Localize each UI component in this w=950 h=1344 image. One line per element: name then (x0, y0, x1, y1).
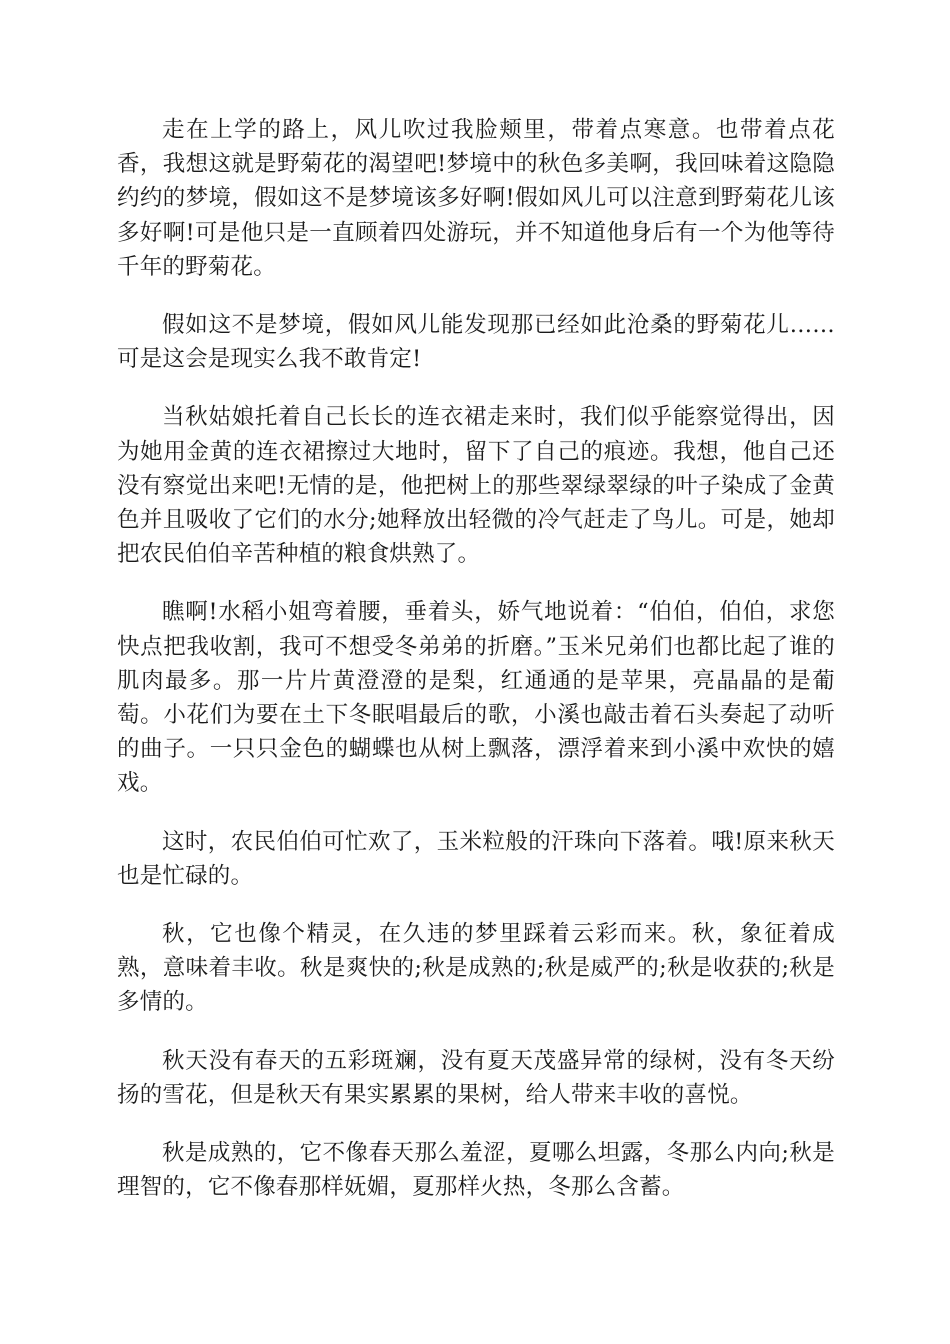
document-page (117, 113, 835, 1228)
paragraph-5: 这时，农民伯伯可忙欢了，玉米粒般的汗珠向下落着。哦!原来秋天也是忙碌的。 (117, 828, 835, 889)
paragraph-7: 秋天没有春天的五彩斑斓，没有夏天茂盛异常的绿树，没有冬天纷扬的雪花，但是秋天有果实累累的果树，给人带来丰收的喜悦。 (117, 1047, 835, 1108)
paragraph-2: 假如这不是梦境，假如风儿能发现那已经如此沧桑的野菊花儿……可是这会是现实么我不敢肯定! (117, 312, 835, 373)
paragraph-1: 走在上学的路上，风儿吹过我脸颊里，带着点寒意。也带着点花香，我想这就是野菊花的渴望吧!梦境中的秋色多美啊，我回味着这隐隐约约的梦境，假如这不是梦境该多好啊!假如风儿可以注意到野菊花儿该多好啊!可是他只是一直顾着四处游玩，并不知道他身后有一个为他等待千年的野菊花。 (117, 117, 835, 280)
paragraph-4: 瞧啊!水稻小姐弯着腰，垂着头，娇气地说着：“伯伯，伯伯，求您快点把我收割，我可不想受冬弟弟的折磨。”玉米兄弟们也都比起了谁的肌肉最多。那一片片黄澄澄的是梨，红通通的是苹果，亮晶晶的是葡萄。小花们为要在土下冬眠唱最后的歌，小溪也敲击着石头奏起了动听的曲子。一只只金色的蝴蝶也从树上飘落，漂浮着来到小溪中欢快的嬉戏。 (117, 599, 835, 797)
paragraph-8: 秋是成熟的，它不像春天那么羞涩，夏哪么坦露，冬那么内向;秋是理智的，它不像春那样妩媚，夏那样火热，冬那么含蓄。 (117, 1140, 835, 1201)
paragraph-6: 秋，它也像个精灵，在久违的梦里踩着云彩而来。秋，象征着成熟，意味着丰收。秋是爽快的;秋是成熟的;秋是威严的;秋是收获的;秋是多情的。 (117, 921, 835, 1016)
paragraph-3: 当秋姑娘托着自己长长的连衣裙走来时，我们似乎能察觉得出，因为她用金黄的连衣裙擦过大地时，留下了自己的痕迹。我想，他自己还没有察觉出来吧!无情的是，他把树上的那些翠绿翠绿的叶子染成了金黄色并且吸收了它们的水分;她释放出轻微的冷气赶走了鸟儿。可是，她却把农民伯伯辛苦种植的粮食烘熟了。 (117, 404, 835, 568)
